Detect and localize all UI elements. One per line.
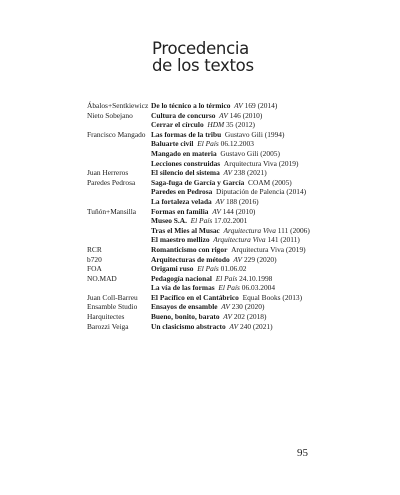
source-publication: AV: [234, 101, 243, 110]
source-row: [87, 149, 392, 159]
source-detail: 146 (2010): [229, 110, 263, 120]
source-title: Ensayos de ensamble: [151, 302, 218, 312]
source-row: [87, 187, 392, 197]
source-author: Barozzi Veiga: [87, 321, 129, 331]
source-work: [151, 274, 392, 284]
source-title: Romanticismo con rigor: [151, 244, 228, 254]
page-number: 95: [297, 447, 308, 459]
source-author: Francisco Mangado: [87, 129, 146, 139]
source-publication: AV: [223, 168, 233, 178]
source-title: Saga-fuga de García y García: [151, 177, 245, 187]
source-row: [87, 226, 392, 236]
source-publication: El País: [197, 139, 219, 149]
source-detail: 202 (2018): [233, 312, 267, 322]
source-author: Ensamble Studio: [87, 302, 138, 312]
source-work: [151, 130, 392, 140]
source-detail: 141 (2011): [267, 235, 300, 245]
source-row: [87, 159, 392, 169]
source-row: [87, 139, 392, 149]
source-publication: AV: [212, 206, 221, 216]
source-row: [87, 120, 392, 130]
source-title: El maestro mellizo: [151, 235, 210, 245]
source-row: [87, 168, 392, 178]
source-author: [87, 187, 151, 197]
source-title: Lecciones construidas: [151, 158, 221, 168]
source-publication: AV: [223, 312, 232, 322]
source-author: [87, 120, 151, 130]
source-title: La vía de las formas: [151, 283, 215, 293]
source-publication: AV: [219, 110, 228, 120]
source-row: [87, 101, 392, 111]
source-title: El Pacífico en el Cantábrico: [151, 292, 239, 302]
source-detail: 01.06.02: [220, 264, 247, 274]
source-work: [151, 264, 392, 274]
source-work: [151, 293, 392, 303]
source-author: Juan Herreros: [87, 168, 129, 178]
source-author: RCR: [87, 244, 102, 254]
source-author: [87, 197, 151, 207]
source-detail: 238 (2021): [234, 168, 267, 178]
source-title: Baluarte civil: [151, 139, 194, 149]
source-row: [87, 283, 392, 293]
source-work: [151, 255, 392, 265]
source-row: [87, 178, 392, 188]
source-publication: AV: [221, 302, 230, 312]
source-row: [87, 264, 392, 274]
source-work: [151, 245, 392, 255]
source-work: [151, 283, 392, 293]
source-work: [151, 101, 392, 111]
source-publication: HDM: [207, 120, 225, 130]
source-author: [87, 226, 151, 236]
source-publication: El País: [218, 283, 240, 293]
source-title: Mangado en materia: [151, 148, 217, 158]
source-author: b720: [87, 254, 102, 264]
source-detail: 24.10.1998: [239, 273, 273, 283]
source-publication: AV: [233, 254, 243, 264]
source-work: [151, 111, 392, 121]
source-author: [87, 235, 151, 245]
source-title: Museo S.A.: [151, 216, 187, 226]
sources-list: [87, 101, 392, 331]
source-work: [151, 139, 392, 149]
source-author: [87, 149, 151, 159]
source-work: [151, 322, 392, 332]
source-detail: 17.02.2001: [214, 216, 248, 226]
source-work: [151, 120, 392, 130]
source-title: Paredes en Pedrosa: [151, 187, 213, 197]
source-row: [87, 207, 392, 217]
source-detail: 144 (2010): [222, 206, 256, 216]
source-publication: Arquitectura Viva: [213, 235, 266, 245]
source-work: [151, 159, 392, 169]
source-row: [87, 312, 392, 322]
source-row: [87, 322, 392, 332]
source-row: [87, 216, 392, 226]
source-detail: Equal Books (2013): [242, 292, 303, 302]
source-detail: 230 (2020): [231, 302, 265, 312]
source-title: La fortaleza velada: [151, 196, 212, 206]
source-author: Harquitectes: [87, 312, 125, 322]
source-detail: Arquitectura Viva (2019): [223, 158, 299, 168]
source-author: Paredes Pedrosa: [87, 177, 136, 187]
source-title: Un clasicismo abstracto: [151, 321, 226, 331]
source-work: [151, 149, 392, 159]
source-title: De lo técnico a lo térmico: [151, 101, 231, 110]
source-publication: El País: [197, 264, 219, 274]
source-publication: Arquitectura Viva: [223, 225, 276, 235]
source-author: [87, 159, 151, 169]
source-detail: Arquitectura Viva (2019): [231, 244, 306, 254]
source-title: El silencio del sistema: [151, 168, 220, 178]
source-publication: El País: [190, 216, 213, 226]
source-title: Las formas de la tribu: [151, 129, 222, 139]
source-row: [87, 302, 392, 312]
source-detail: Gustavo Gili (1994): [224, 129, 285, 139]
source-title: Cerrar el círculo: [151, 120, 204, 130]
source-author: Nieto Sobejano: [87, 110, 133, 120]
source-author: [87, 283, 151, 293]
source-work: [151, 207, 392, 217]
source-detail: Gustavo Gili (2005): [220, 148, 280, 158]
source-title: Origami ruso: [151, 264, 194, 274]
source-row: [87, 274, 392, 284]
source-row: [87, 197, 392, 207]
source-work: [151, 178, 392, 188]
source-detail: Diputación de Palencia (2014): [216, 187, 307, 197]
source-work: [151, 226, 392, 236]
source-work: [151, 302, 392, 312]
source-publication: AV: [215, 196, 225, 206]
source-publication: El País: [215, 273, 238, 283]
source-title: Tras el Mies al Musac: [151, 225, 220, 235]
source-title: Formas en familia: [151, 206, 209, 216]
source-work: [151, 235, 392, 245]
source-author: [87, 216, 151, 226]
source-author: NO.MAD: [87, 273, 117, 283]
page-title: [152, 40, 352, 74]
source-author: [87, 139, 151, 149]
source-title: Cultura de concurso: [151, 110, 216, 120]
source-detail: 229 (2020): [243, 254, 277, 264]
source-title: Bueno, bonito, barato: [151, 312, 220, 322]
source-title: Pedagogía nacional: [151, 273, 212, 283]
source-publication: AV: [229, 321, 239, 331]
source-detail: 188 (2016): [226, 196, 259, 206]
source-detail: COAM (2005): [248, 177, 292, 187]
source-detail: 240 (2021): [239, 321, 273, 331]
source-work: [151, 168, 392, 178]
source-detail: 06.12.2003: [220, 139, 254, 149]
source-row: [87, 245, 392, 255]
source-row: [87, 255, 392, 265]
source-detail: 169 (2014): [244, 101, 278, 110]
source-work: [151, 216, 392, 226]
source-row: [87, 130, 392, 140]
source-row: [87, 235, 392, 245]
source-work: [151, 312, 392, 322]
source-author: Ábalos+Sentkiewicz: [87, 101, 149, 110]
page-title-line-1: Procedencia: [152, 39, 249, 58]
source-detail: 35 (2012): [226, 120, 256, 130]
source-detail: 06.03.2004: [241, 283, 276, 293]
page-title-line-2: de los textos: [152, 56, 254, 75]
source-author: FOA: [87, 264, 102, 274]
source-row: [87, 111, 392, 121]
source-row: [87, 293, 392, 303]
source-work: [151, 187, 392, 197]
source-work: [151, 197, 392, 207]
source-author: Tuñón+Mansilla: [87, 206, 137, 216]
source-detail: 111 (2006): [277, 225, 310, 235]
source-author: Juan Coll-Barreu: [87, 292, 138, 302]
source-title: Arquitecturas de método: [151, 254, 230, 264]
